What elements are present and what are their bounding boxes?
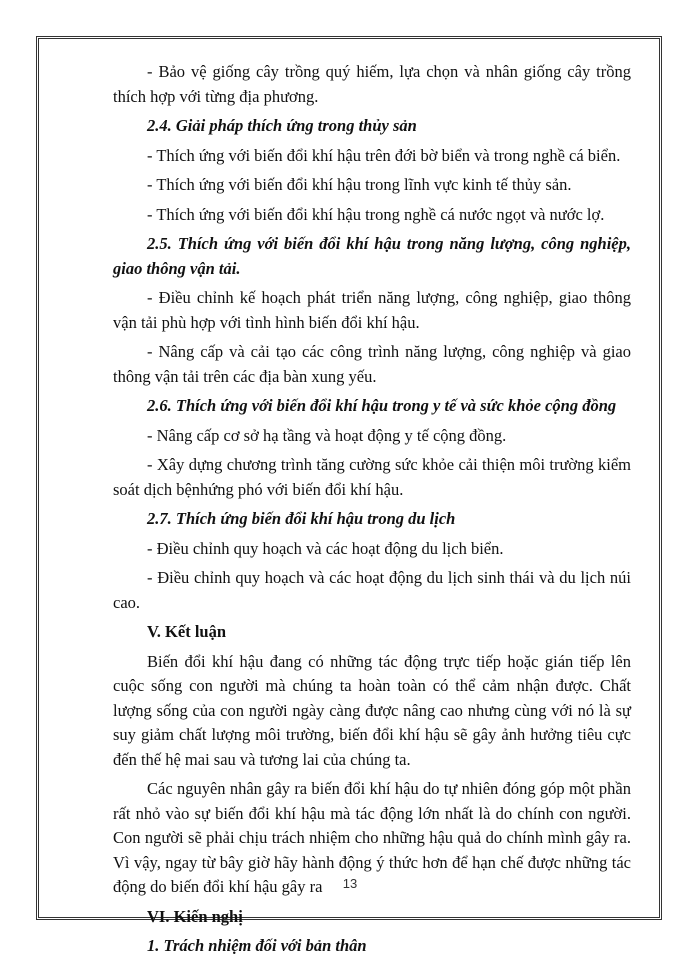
paragraph-bullet: - Xây dựng chương trình tăng cường sức khỏe cải thiện môi trường kiểm soát dịch bệnhứng phó với biến đổi khí hậu. [113,455,631,499]
paragraph-bullet: - Thích ứng với biến đổi khí hậu trong lĩnh vực kinh tế thủy sản. [147,175,572,194]
subheading: 2.6. Thích ứng với biến đổi khí hậu trong y tế và sức khỏe cộng đồng [147,396,617,415]
paragraph-bullet: - Nâng cấp cơ sở hạ tầng và hoạt động y tế cộng đồng. [147,425,507,445]
paragraph-bullet: - Thích ứng với biến đổi khí hậu trong nghề cá nước ngọt và nước lợ. [147,204,605,224]
paragraph: Các nguyên nhân gây ra biến đổi khí hậu do tự nhiên đóng góp một phần rất nhỏ vào sự biến đổi khí hậu mà tác động lớn nhất là do chính con người. Con người sẽ phải chịu trách nhiệm cho những hậu quả do chính mình gây ra. Vì vậy, ngay từ bây giờ hãy hành động ý thức hơn để hạn chế được những tác động do biến đổi khí hậu gây ra [113,779,631,896]
page-body [113,60,631,964]
paragraph-bullet: - Điều chỉnh kế hoạch phát triển năng lượng, công nghiệp, giao thông vận tải phù hợp với tình hình biến đổi khí hậu. [113,288,631,332]
subheading: 1. Trách nhiệm đối với bản thân [147,936,367,955]
paragraph-bullet: - Điều chỉnh quy hoạch và các hoạt động du lịch sinh thái và du lịch núi cao. [113,568,631,612]
paragraph-bullet: - Thích ứng với biến đổi khí hậu trên đới bờ biển và trong nghề cá biển. [147,145,621,165]
subheading: 2.4. Giải pháp thích ứng trong thủy sản [147,116,417,135]
paragraph-bullet: - Nâng cấp và cải tạo các công trình năng lượng, công nghiệp và giao thông vận tải trên các địa bàn xung yếu. [113,342,631,386]
page-number: 13 [342,876,358,891]
paragraph: Biến đổi khí hậu đang có những tác động trực tiếp hoặc gián tiếp lên cuộc sống con người mà chúng ta hoàn toàn có thể cảm nhận được. Chất lượng sống của con người ngày càng được nâng cao nhưng cùng với nó là sự suy giảm chất lượng môi trường, biến đổi khí hậu sẽ gây ảnh hưởng tiêu cực đến thế hệ mai sau và tương lai của chúng ta. [113,651,631,769]
subheading: 2.7. Thích ứng biến đổi khí hậu trong du lịch [147,509,456,528]
paragraph-bullet: - Điều chỉnh quy hoạch và các hoạt động du lịch biển. [147,538,504,558]
section-heading: V. Kết luận [147,622,227,641]
section-heading: VI. Kiến nghị [147,906,243,926]
subheading: 2.5. Thích ứng với biến đổi khí hậu trong năng lượng, công nghiệp, giao thông vận tải. [113,234,631,278]
paragraph-bullet: - Bảo vệ giống cây trồng quý hiếm, lựa chọn và nhân giống cây trồng thích hợp với từng địa phương. [113,62,631,106]
